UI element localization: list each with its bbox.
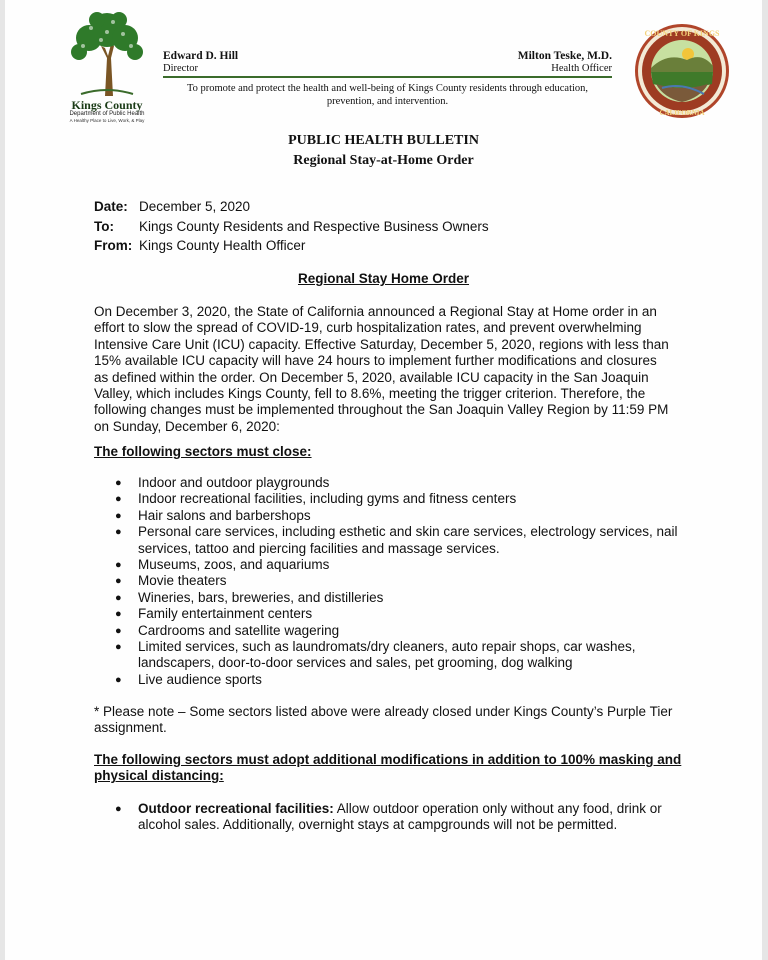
list-item-text: Cardrooms and satellite wagering <box>138 622 340 638</box>
kings-county-logo <box>57 8 157 126</box>
list-item <box>94 672 679 688</box>
memo-date-row <box>94 197 489 217</box>
list-item-text: Limited services, such as laundromats/dry cleaners, auto repair shops, car washes, landscapers, door-to-door services and sales, pet grooming, dog walking <box>138 639 636 671</box>
closed-sectors-list <box>94 475 679 688</box>
list-item <box>94 475 679 491</box>
bullet-icon: ● <box>115 509 122 522</box>
tree-icon <box>61 8 153 98</box>
list-item <box>94 557 679 573</box>
list-item <box>94 590 679 606</box>
list-item-text: Movie theaters <box>138 573 227 589</box>
bullet-icon: ● <box>115 526 122 539</box>
list-item <box>94 623 679 639</box>
logo-department: Department of Public Health <box>69 111 145 117</box>
bulletin-subtitle: Regional Stay-at-Home Order <box>293 153 474 168</box>
bullet-icon: ● <box>115 641 122 654</box>
director-role: Director <box>163 63 198 74</box>
list-item-text: Hair salons and barbershops <box>138 507 311 523</box>
bullet-icon: ● <box>115 493 122 506</box>
list-item-text: Live audience sports <box>138 671 262 687</box>
memo-key: Date: <box>94 199 128 214</box>
list-item <box>94 573 679 589</box>
list-item <box>94 801 679 834</box>
section-title: Regional Stay Home Order <box>297 271 470 286</box>
list-item-text: Indoor and outdoor playgrounds <box>138 475 330 490</box>
intro-paragraph: On December 3, 2020, the State of California announced a Regional Stay at Home order in an effort to slow the spread of COVID-19, curb hospitalization rates, and prevent overwhelming Intensive Care Unit (ICU) capacity. Effective Saturday, December 5, 2020, regions with less than 15% available ICU capacity will have 24 hours to implement further modifications and closures as defined within the order. On December 5, 2020, available ICU capacity in the San Joaquin Valley, which includes Kings County, fell to 8.6%, meeting the trigger criterion. Therefore, the following changes must be implemented throughout the San Joaquin Valley Region by 11:59 PM on Sunday, December 6, 2020: <box>94 304 669 434</box>
modify-heading: The following sectors must adopt additional modifications in addition to 100% masking and physical distancing: <box>94 752 682 784</box>
document-page <box>5 0 762 960</box>
memo-key: From: <box>94 238 133 253</box>
bullet-icon: ● <box>115 559 122 572</box>
bullet-icon: ● <box>115 477 122 489</box>
purple-tier-note: * Please note – Some sectors listed above were already closed under Kings County’s Purple Tier assignment. <box>94 704 673 736</box>
bullet-icon: ● <box>115 673 122 686</box>
memo-value: Kings County Residents and Respective Business Owners <box>139 218 489 234</box>
memo-value: December 5, 2020 <box>139 199 251 214</box>
list-item <box>94 508 679 524</box>
close-heading: The following sectors must close: <box>94 444 312 459</box>
county-seal <box>632 22 732 120</box>
list-item-text: Allow outdoor operation only without any food, drink or alcohol sales. Additionally, overnight stays at campgrounds will not be permitted. <box>138 801 662 833</box>
bulletin-title: PUBLIC HEALTH BULLETIN <box>288 133 479 148</box>
memo-key: To: <box>94 218 114 234</box>
county-seal-icon <box>632 22 732 120</box>
list-item-text: Indoor recreational facilities, including gyms and fitness centers <box>138 491 517 507</box>
health-officer-name: Milton Teske, M.D. <box>517 50 612 62</box>
health-officer-role: Health Officer <box>551 63 612 74</box>
list-item-text: Museums, zoos, and aquariums <box>138 557 330 573</box>
logo-tagline: A Healthy Place to Live, Work, & Play <box>69 118 145 123</box>
bullet-icon: ● <box>115 624 122 637</box>
memo-to-row <box>94 217 489 237</box>
letterhead-header <box>163 50 612 108</box>
logo-name: Kings County <box>71 98 143 112</box>
mission-statement: To promote and protect the health and well-being of Kings County residents through education, prevention, and intervention. <box>186 82 589 107</box>
modified-sectors-list <box>94 801 679 834</box>
director-name: Edward D. Hill <box>163 50 239 62</box>
header-rule <box>163 76 612 78</box>
list-item-text: Family entertainment centers <box>138 606 313 622</box>
list-item-text: Personal care services, including esthetic and skin care services, electrology services, nail services, tattoo and piercing facilities and massage services. <box>138 524 678 556</box>
bullet-icon: ● <box>115 608 122 621</box>
list-item-label: Outdoor recreational facilities: <box>138 801 334 816</box>
list-item <box>94 606 679 622</box>
svg-text:COUNTY OF KINGS: COUNTY OF KINGS <box>644 29 720 38</box>
list-item-text: Wineries, bars, breweries, and distilleries <box>138 589 384 605</box>
memo-header <box>94 197 489 256</box>
list-item <box>94 491 679 507</box>
svg-text:CALIFORNIA: CALIFORNIA <box>659 109 705 117</box>
bullet-icon: ● <box>115 803 122 815</box>
list-item <box>94 639 679 672</box>
memo-value: Kings County Health Officer <box>139 238 306 253</box>
memo-from-row <box>94 236 489 256</box>
bullet-icon: ● <box>115 591 122 604</box>
list-item <box>94 524 679 557</box>
bullet-icon: ● <box>115 575 122 588</box>
